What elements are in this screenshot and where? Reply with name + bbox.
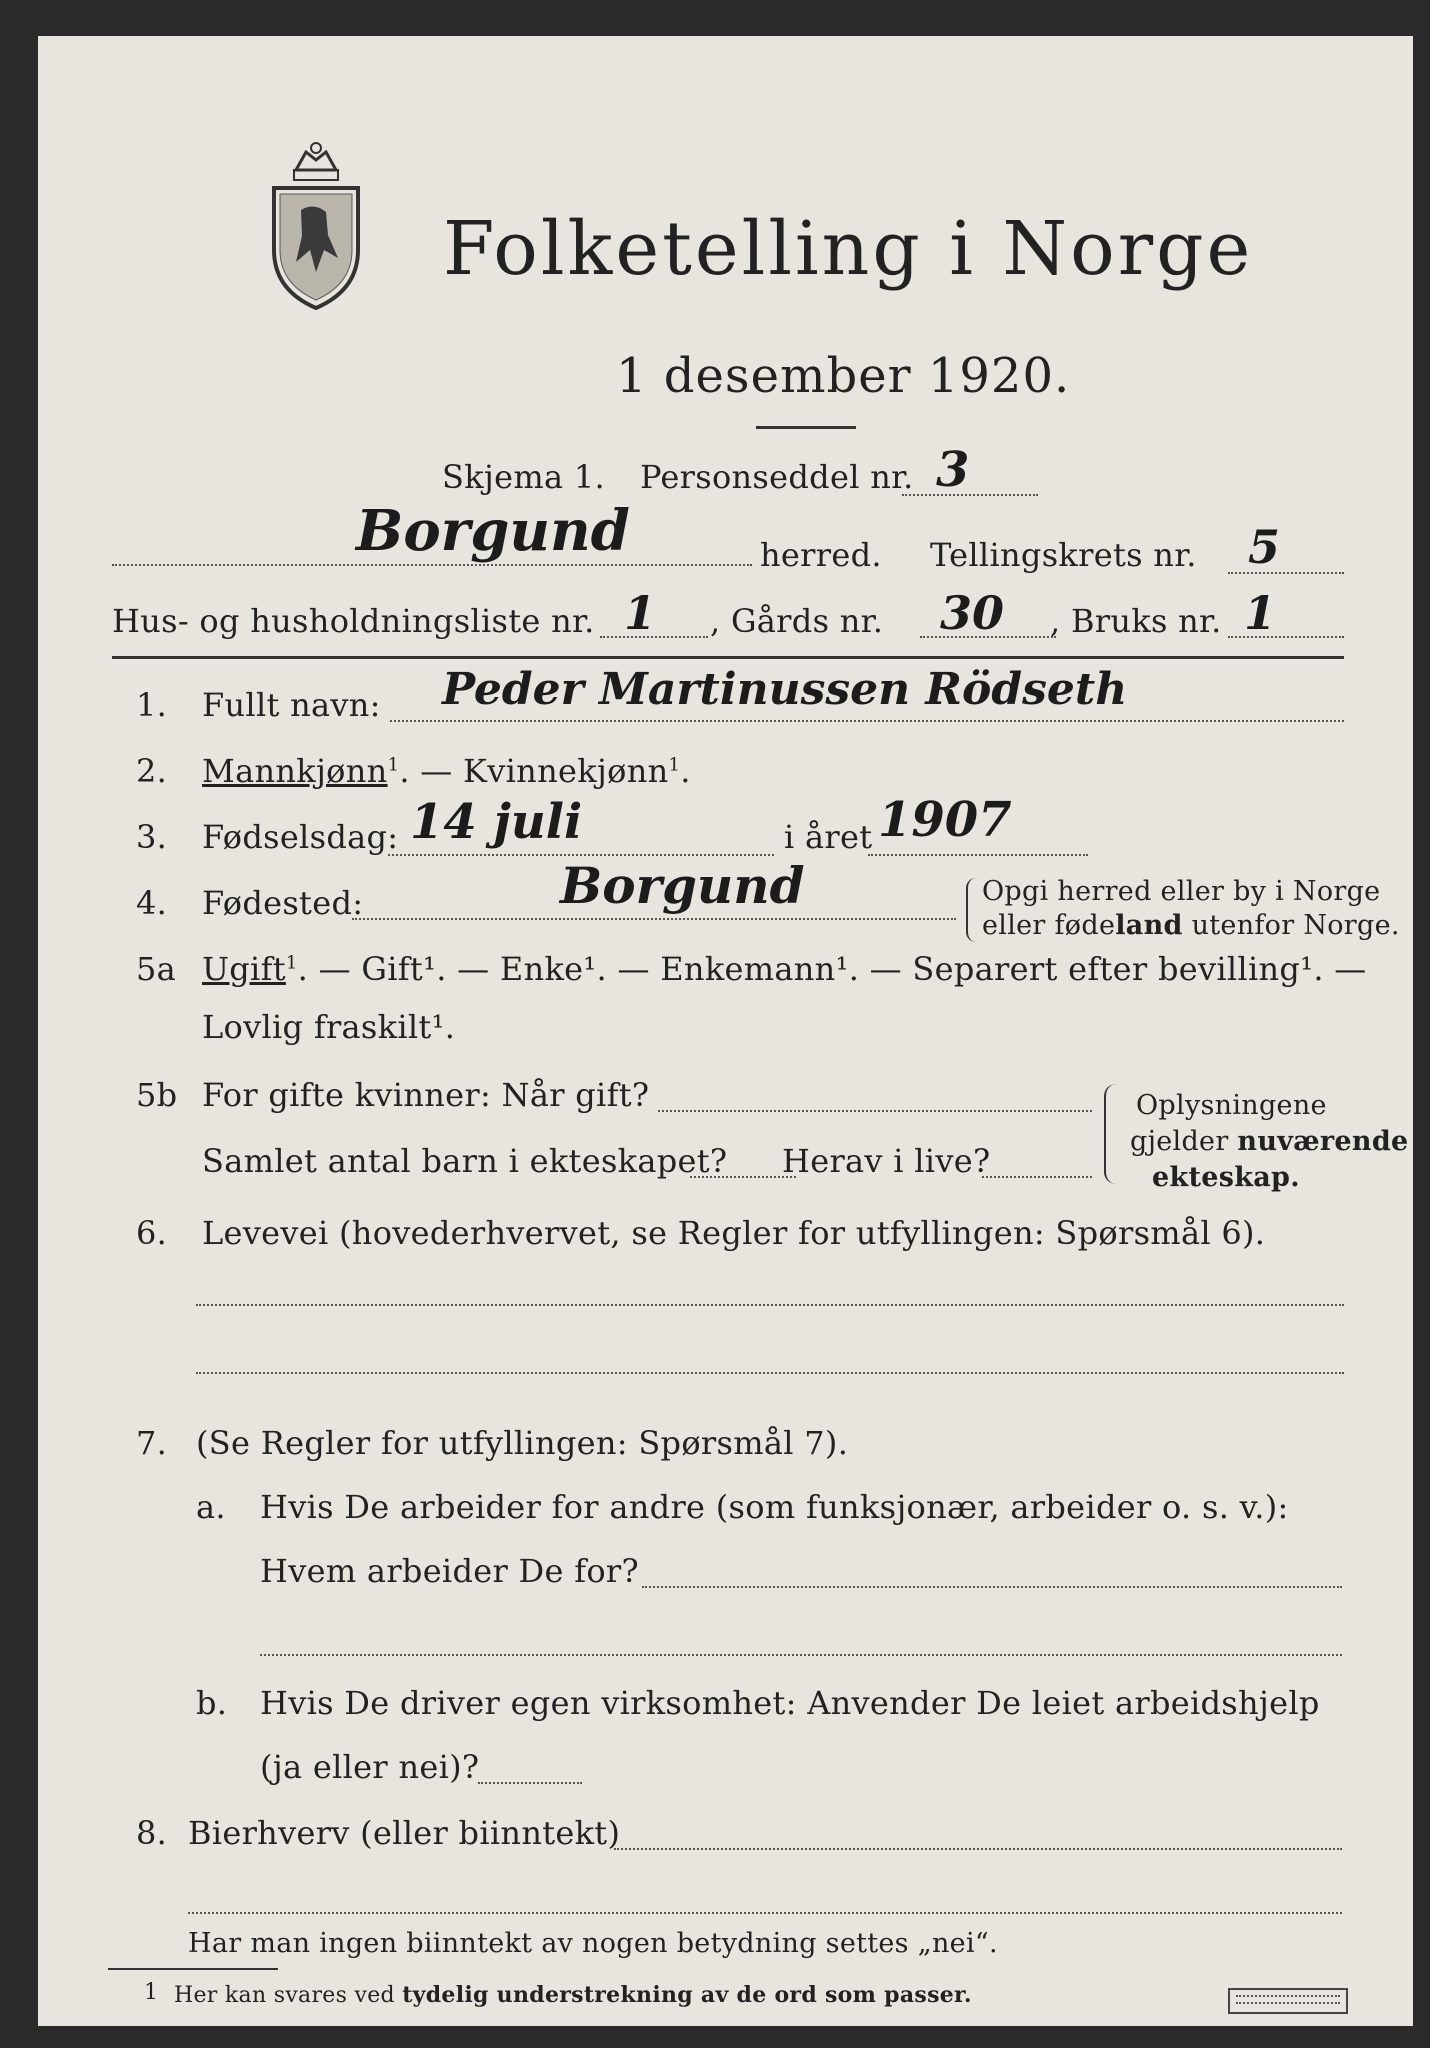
q7b-label: Hvis De driver egen virksomhet: Anvender De leiet arbeidshjelp <box>260 1684 1320 1722</box>
q6-label: Levevei (hovederhvervet, se Regler for utfyllingen: Spørsmål 6). <box>202 1214 1266 1252</box>
q3-year-line <box>868 854 1088 856</box>
personseddel-value: 3 <box>936 442 970 498</box>
q5a-line2: Lovlig fraskilt¹. <box>202 1008 456 1046</box>
title-divider <box>756 426 856 429</box>
full-name-value: Peder Martinussen Rödseth <box>442 664 1128 715</box>
q7-label: (Se Regler for utfyllingen: Spørsmål 7). <box>196 1424 849 1462</box>
q7a-label: Hvis De arbeider for andre (som funksjonær, arbeider o. s. v.): <box>260 1488 1289 1526</box>
gards-label: , Gårds nr. <box>710 602 884 640</box>
husholdning-label: Hus- og husholdningsliste nr. <box>112 602 595 640</box>
footnote-mark: 1 <box>144 1980 159 2005</box>
q2-mann: Mannkjønn <box>202 752 388 790</box>
birth-year-value: 1907 <box>878 792 1012 848</box>
q5b-note-line2: gjelder nuværende <box>1130 1126 1409 1157</box>
q4-note-bracket <box>966 878 976 942</box>
q5b-children-line <box>690 1176 796 1178</box>
q5b-number: 5b <box>136 1076 178 1114</box>
skjema-label: Skjema 1. <box>442 458 605 496</box>
q3-year-label: i året <box>784 818 873 856</box>
herred-label: herred. <box>760 536 882 574</box>
norway-coat-of-arms-icon <box>266 140 366 310</box>
q1-number: 1. <box>136 686 168 724</box>
husholdning-value: 1 <box>624 586 657 640</box>
q5a-number: 5a <box>136 950 177 988</box>
q7a-letter: a. <box>196 1488 226 1526</box>
q5b-label2: Samlet antal barn i ekteskapet? <box>202 1142 728 1180</box>
footnote-text: Her kan svares ved tydelig understrekning av de ord som passer. <box>174 1982 972 2008</box>
q2-number: 2. <box>136 752 168 790</box>
q3-label: Fødselsdag: <box>202 818 399 856</box>
census-date: 1 desember 1920. <box>616 348 1071 404</box>
tellingskrets-label: Tellingskrets nr. <box>930 536 1197 574</box>
printer-stamp <box>1228 1988 1348 2014</box>
q5b-label1: For gifte kvinner: Når gift? <box>202 1076 650 1114</box>
q8-number: 8. <box>136 1814 168 1852</box>
q5a-options: Ugift$^1$. — Gift¹. — Enke¹. — Enkemann¹. — Separert efter bevilling¹. — <box>202 950 1367 988</box>
header-divider <box>112 656 1344 659</box>
herred-line <box>112 564 752 566</box>
q5b-label3: Herav i live? <box>782 1142 991 1180</box>
herred-value: Borgund <box>356 498 630 564</box>
q8-line <box>614 1848 1342 1850</box>
q5b-note-line3: ekteskap. <box>1152 1162 1300 1193</box>
personseddel-line <box>902 494 1038 496</box>
bruks-label: , Bruks nr. <box>1050 602 1222 640</box>
q7a-line2 <box>260 1654 1342 1656</box>
q7b-label2: (ja eller nei)? <box>260 1748 480 1786</box>
bruks-value: 1 <box>1244 586 1277 640</box>
q3-number: 3. <box>136 818 168 856</box>
tellingskrets-line <box>1228 572 1344 574</box>
q5a-ugift: Ugift <box>202 950 286 988</box>
q7-number: 7. <box>136 1424 168 1462</box>
q7b-line <box>478 1782 582 1784</box>
q5b-note-line1: Oplysningene <box>1136 1090 1327 1121</box>
q2-kvinne: Kvinnekjønn <box>463 752 669 790</box>
birthplace-value: Borgund <box>560 856 805 915</box>
q5b-married-line <box>658 1110 1092 1112</box>
q4-note-line2: eller fødeland utenfor Norge. <box>982 910 1400 941</box>
q6-line2 <box>196 1372 1344 1374</box>
q7a-label2: Hvem arbeider De for? <box>260 1552 639 1590</box>
gards-value: 30 <box>940 586 1005 640</box>
q5a-other-options: . — Gift¹. — Enke¹. — Enkemann¹. — Separert efter bevilling¹. — <box>297 950 1367 988</box>
q4-label: Fødested: <box>202 884 364 922</box>
tellingskrets-value: 5 <box>1248 520 1281 574</box>
personseddel-label: Personseddel nr. <box>640 458 914 496</box>
q5b-alive-line <box>982 1176 1092 1178</box>
q2-separator: . — <box>399 752 464 790</box>
q7a-line <box>642 1586 1342 1588</box>
q8-label: Bierhverv (eller biinntekt) <box>188 1814 621 1852</box>
q4-line <box>352 918 956 920</box>
q6-line1 <box>196 1304 1344 1306</box>
census-form <box>38 36 1413 2026</box>
q1-label: Fullt navn: <box>202 686 381 724</box>
q4-note-line1: Opgi herred eller by i Norge <box>982 876 1381 907</box>
q8-note: Har man ingen biinntekt av nogen betydning settes „nei“. <box>188 1928 998 1959</box>
q1-line <box>390 720 1344 722</box>
q4-number: 4. <box>136 884 168 922</box>
footnote-divider <box>108 1968 278 1970</box>
q7b-letter: b. <box>196 1684 228 1722</box>
form-title: Folketelling i Norge <box>443 206 1254 292</box>
q2-options: Mannkjønn$^1$. — Kvinnekjønn$^1$. <box>202 752 691 790</box>
birth-date-value: 14 juli <box>410 794 583 850</box>
q6-number: 6. <box>136 1214 168 1252</box>
q8-line2 <box>188 1912 1342 1914</box>
